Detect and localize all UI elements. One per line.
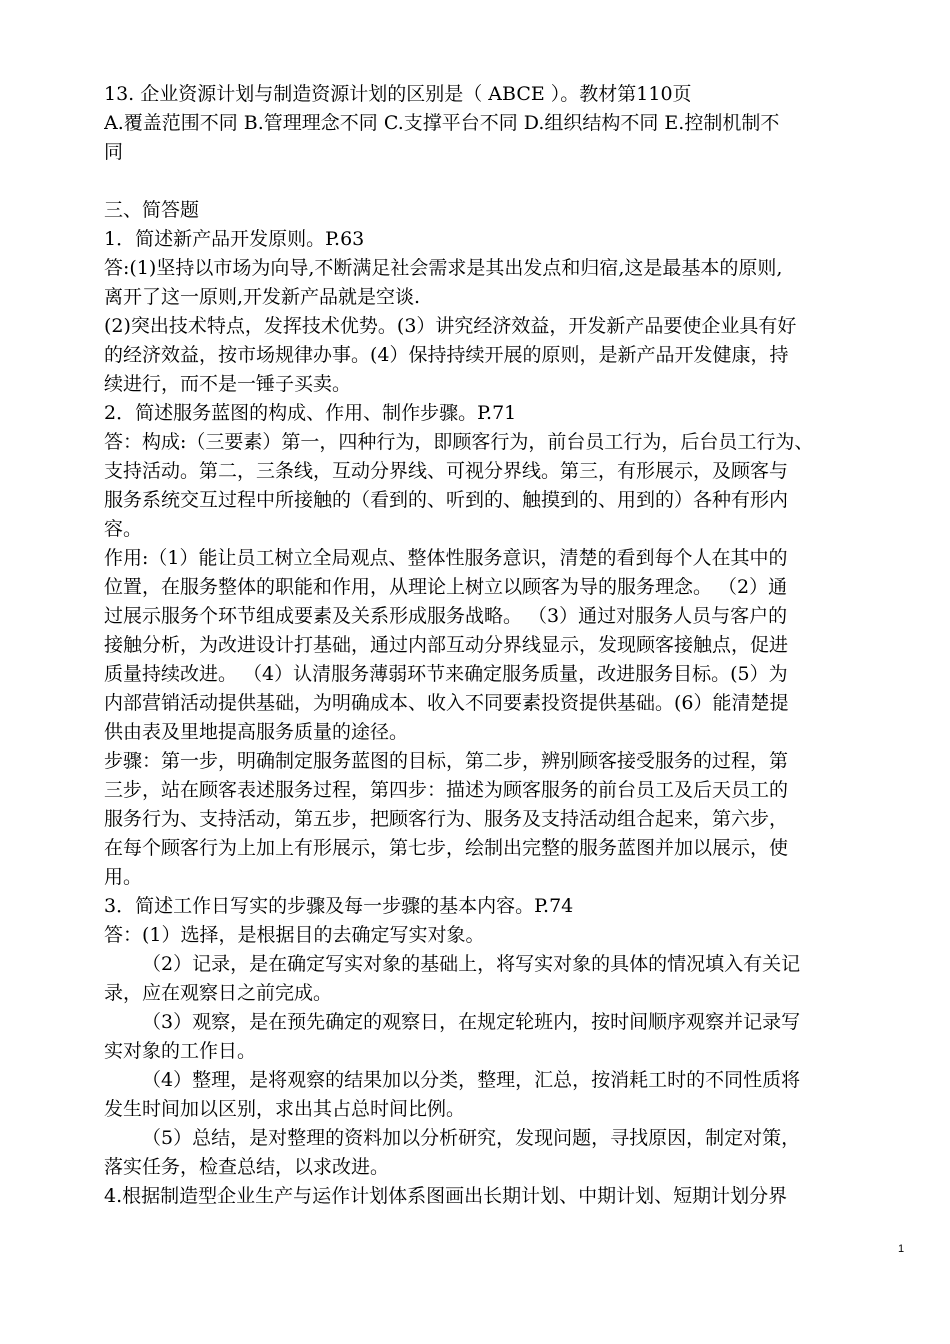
section-heading: 三、简答题 [104,199,200,221]
q3-step-observe-cont: 实对象的工作日。 [104,1040,257,1062]
q3-step-summarize: （5）总结，是对整理的资料加以分析研究，发现问题，寻找原因，制定对策， [142,1127,801,1149]
q2-function-line: 质量持续改进。 （4）认清服务薄弱环节来确定服务质量，改进服务目标。(5）为 [104,663,788,685]
q2-function-line: 接触分析，为改进设计打基础，通过内部互动分界线显示，发现顾客接触点，促进 [104,634,789,656]
q4-title: 4.根据制造型企业生产与运作计划体系图画出长期计划、中期计划、短期计划分界 [104,1185,788,1207]
q2-step-line: 三步，站在顾客表述服务过程，第四步：描述为顾客服务的前台员工及后天员工的 [104,779,789,801]
document-body [104,80,910,1211]
q2-step-line: 在每个顾客行为上加上有形展示，第七步，绘制出完整的服务蓝图并加以展示，使 [104,837,789,859]
q3-answer-first: 答：(1）选择，是根据目的去确定写实对象。 [104,924,485,946]
q2-function-line: 作用:（1）能让员工树立全局观点、整体性服务意识，清楚的看到每个人在其中的 [104,547,788,569]
blank-line [104,167,910,196]
q1-answer-line: 的经济效益，按市场规律办事。(4）保持持续开展的原则，是新产品开发健康，持 [104,344,789,366]
q13-stem: 13. 企业资源计划与制造资源计划的区别是（ ABCE ）。教材第110页 [104,83,692,105]
q13-options: A.覆盖范围不同 B.管理理念不同 C.支撑平台不同 D.组织结构不同 E.控制机制不 [104,112,780,134]
q2-function-line: 供由表及里地提高服务质量的途径。 [104,721,409,743]
q1-title: 1．简述新产品开发原则。P.63 [104,228,365,250]
q1-answer-line: 续进行，而不是一锤子买卖。 [104,373,352,395]
q1-answer-line: 离开了这一原则,开发新产品就是空谈. [104,286,421,308]
q2-composition-line: 服务系统交互过程中所接触的（看到的、听到的、触摸到的、用到的）各种有形内 [104,489,789,511]
q2-function-line: 位置，在服务整体的职能和作用，从理论上树立以顾客为导的服务理念。 （2）通 [104,576,788,598]
q2-function-line: 内部营销活动提供基础，为明确成本、收入不同要素投资提供基础。(6）能清楚提 [104,692,789,714]
q13-options-cont: 同 [104,141,124,163]
q2-composition-line: 容。 [104,518,143,540]
q2-step-line: 用。 [104,866,143,888]
q3-step-organize: （4）整理，是将观察的结果加以分类，整理，汇总，按消耗工时的不同性质将 [142,1069,801,1091]
q3-step-organize-cont: 发生时间加以区别，求出其占总时间比例。 [104,1098,466,1120]
q1-answer-line: 答:(1)坚持以市场为向导,不断满足社会需求是其出发点和归宿,这是最基本的原则, [104,257,783,279]
q3-step-observe: （3）观察，是在预先确定的观察日，在规定轮班内，按时间顺序观察并记录写 [142,1011,801,1033]
q3-title: 3．简述工作日写实的步骤及每一步骤的基本内容。P.74 [104,895,574,917]
page-number: 1 [898,1243,905,1255]
q2-step-line: 服务行为、支持活动，第五步，把顾客行为、服务及支持活动组合起来，第六步， [104,808,789,830]
q2-title: 2．简述服务蓝图的构成、作用、制作步骤。P.71 [104,402,517,424]
q3-step-record: （2）记录，是在确定写实对象的基础上，将写实对象的具体的情况填入有关记 [142,953,801,975]
q2-composition-line: 支持活动。第二，三条线，互动分界线、可视分界线。第三，有形展示，及顾客与 [104,460,789,482]
q3-step-record-cont: 录，应在观察日之前完成。 [104,982,333,1004]
q3-step-summarize-cont: 落实任务，检查总结，以求改进。 [104,1156,390,1178]
q2-step-line: 步骤：第一步，明确制定服务蓝图的目标，第二步，辨别顾客接受服务的过程，第 [104,750,789,772]
q2-function-line: 过展示服务个环节组成要素及关系形成服务战略。 （3）通过对服务人员与客户的 [104,605,788,627]
q2-composition-line: 答：构成:（三要素）第一，四种行为，即顾客行为，前台员工行为，后台员工行为、 [104,431,814,453]
q1-answer-line: (2)突出技术特点，发挥技术优势。(3）讲究经济效益，开发新产品要使企业具有好 [104,315,797,337]
